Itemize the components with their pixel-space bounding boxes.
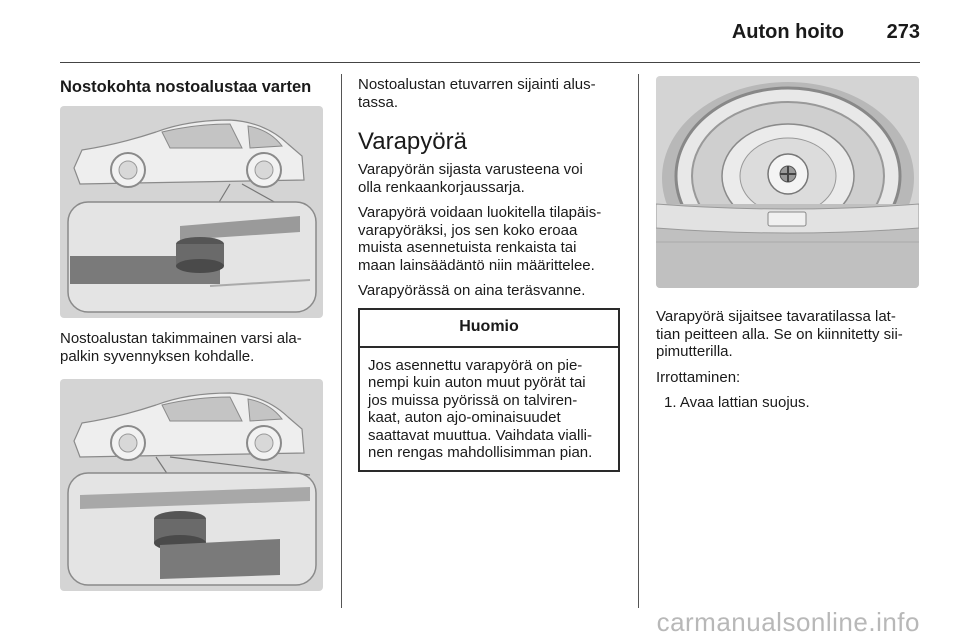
- jack-point-rear-text: Nostoalustan takimmainen varsi ala- palkin syvennyksen kohdalle.: [60, 330, 302, 365]
- note-title: Huomio: [360, 310, 618, 348]
- column-3: [656, 76, 920, 412]
- car-rear-jack-point-icon: [60, 106, 323, 318]
- jack-front-arm-text: Nostoalustan etuvarren sijainti alus- tassa.: [358, 76, 596, 111]
- section-heading-spare-wheel: Varapyörä: [358, 128, 467, 155]
- list-item: [656, 394, 920, 412]
- car-front-jack-point-icon: [60, 379, 323, 591]
- column-divider: [341, 74, 342, 608]
- column-1: [60, 76, 326, 591]
- column-2: [358, 76, 620, 472]
- column-divider: [638, 74, 639, 608]
- car-front-jack-point-figure: [60, 379, 323, 591]
- car-rear-jack-point-figure: [60, 106, 323, 318]
- spare-wheel-para-2: Varapyörä voidaan luokitella tilapäis- varapyöräksi, jos sen koko eroaa muista asennetuista renkaista tai maan lainsäädäntö niin määrittelee.: [358, 204, 602, 274]
- spare-wheel-icon: [656, 76, 919, 288]
- list-item-number: 1.: [664, 394, 677, 411]
- list-item-text: Avaa lattian suojus.: [679, 394, 810, 411]
- note-box: [358, 308, 620, 472]
- section-heading-jack-point: Nostokohta nostoalustaa varten: [60, 78, 312, 96]
- page-number: 273: [886, 21, 920, 43]
- page-header: [60, 0, 920, 63]
- spare-wheel-figure: [656, 76, 919, 288]
- header-title: Auton hoito: [731, 21, 844, 43]
- note-body: Jos asennettu varapyörä on pie- nempi kuin auton muut pyörät tai jos muissa pyörissä on talviren- kaat, auton ajo-ominaisuudet saattavat muuttua. Vaihdata vialli- nen rengas mahdollisimman pian.: [368, 356, 593, 461]
- removal-label: Irrottaminen:: [656, 368, 741, 386]
- spare-wheel-para-1: Varapyörän sijasta varusteena voi olla renkaankorjaussarja.: [358, 161, 583, 196]
- spare-wheel-para-3: Varapyörässä on aina teräsvanne.: [358, 282, 586, 299]
- watermark: carmanualsonline.info: [656, 607, 920, 637]
- spare-wheel-location-text: Varapyörä sijaitsee tavaratilassa lat- tian peitteen alla. Se on kiinnitetty sii- pimutterilla.: [656, 308, 903, 360]
